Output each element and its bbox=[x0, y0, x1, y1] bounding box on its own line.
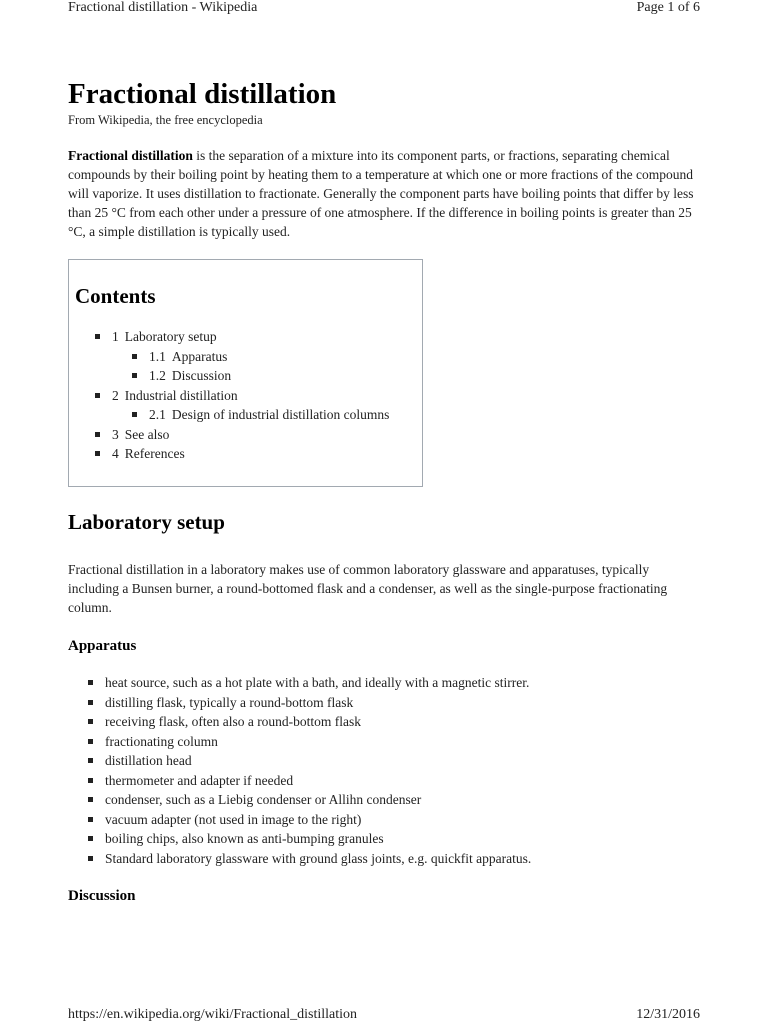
toc-item[interactable] bbox=[95, 444, 422, 464]
list-item: thermometer and adapter if needed bbox=[88, 771, 702, 791]
intro-text: is the separation of a mixture into its component parts, or fractions, separating chemical compounds by their boiling point by heating them to a temperature at which one or more fractions of the compound will vaporize. It uses distillation to fractionate. Generally the component parts have boiling points that differ by less than 25 °C from each other under a pressure of one atmosphere. If the difference in boiling points is greater than 25 °C, a simple distillation is typically used. bbox=[68, 148, 694, 239]
toc-item-label[interactable]: Design of industrial distillation columns bbox=[171, 407, 390, 422]
print-footer-url: https://en.wikipedia.org/wiki/Fractional_distillation bbox=[68, 1007, 358, 1022]
page-subtitle: From Wikipedia, the free encyclopedia bbox=[68, 113, 263, 127]
toc-list bbox=[75, 327, 422, 464]
subsection-heading-discussion: Discussion bbox=[68, 888, 136, 904]
apparatus-list bbox=[68, 673, 702, 868]
toc-item-label[interactable]: Industrial distillation bbox=[124, 387, 238, 403]
print-footer-date: 12/31/2016 bbox=[636, 1007, 700, 1022]
toc-item-label[interactable]: Laboratory setup bbox=[124, 329, 217, 344]
section-heading-laboratory-setup: Laboratory setup bbox=[68, 510, 225, 534]
toc-item-number: 1.2 bbox=[149, 368, 166, 383]
toc-item[interactable] bbox=[95, 327, 422, 386]
list-item: fractionating column bbox=[88, 732, 702, 752]
list-item: boiling chips, also known as anti-bumping granules bbox=[88, 829, 702, 849]
article-content bbox=[68, 76, 702, 906]
toc-item-number: 3 bbox=[112, 426, 119, 442]
table-of-contents bbox=[68, 259, 423, 487]
toc-item[interactable] bbox=[95, 425, 422, 445]
list-item: receiving flask, often also a round-bottom flask bbox=[88, 712, 702, 732]
toc-sublist bbox=[112, 347, 422, 386]
print-header-page-number: Page 1 of 6 bbox=[636, 0, 700, 15]
subsection-heading-apparatus: Apparatus bbox=[68, 638, 137, 654]
toc-item-number: 1.1 bbox=[149, 348, 166, 364]
list-item: distillation head bbox=[88, 751, 702, 771]
lab-setup-paragraph: Fractional distillation in a laboratory makes use of common laboratory glassware and apparatuses, typically including a Bunsen burner, a round-bottomed flask and a condenser, as well as the single-purpose fractionating column. bbox=[68, 562, 668, 615]
toc-item-number: 2 bbox=[112, 387, 119, 403]
toc-item-label[interactable]: See also bbox=[124, 426, 170, 442]
intro-paragraph bbox=[68, 146, 702, 241]
list-item: Standard laboratory glassware with ground glass joints, e.g. quickfit apparatus. bbox=[88, 849, 702, 869]
toc-item-label[interactable]: References bbox=[124, 446, 185, 461]
list-item: distilling flask, typically a round-bottom flask bbox=[88, 693, 702, 713]
toc-subitem[interactable] bbox=[132, 366, 422, 386]
print-header-title: Fractional distillation - Wikipedia bbox=[68, 0, 258, 15]
list-item: condenser, such as a Liebig condenser or Allihn condenser bbox=[88, 790, 702, 810]
page-title: Fractional distillation bbox=[68, 78, 337, 110]
list-item: heat source, such as a hot plate with a bath, and ideally with a magnetic stirrer. bbox=[88, 673, 702, 693]
toc-item-number: 1 bbox=[112, 329, 119, 344]
toc-title: Contents bbox=[75, 284, 156, 308]
toc-item-label[interactable]: Apparatus bbox=[171, 348, 228, 364]
intro-bold-term: Fractional distillation bbox=[68, 148, 193, 163]
toc-item-label[interactable]: Discussion bbox=[171, 368, 232, 383]
toc-item-number: 2.1 bbox=[149, 407, 166, 422]
toc-item-number: 4 bbox=[112, 446, 119, 461]
list-item: vacuum adapter (not used in image to the right) bbox=[88, 810, 702, 830]
toc-sublist bbox=[112, 405, 422, 425]
toc-subitem[interactable] bbox=[132, 347, 422, 367]
toc-item[interactable] bbox=[95, 386, 422, 425]
toc-subitem[interactable] bbox=[132, 405, 422, 425]
